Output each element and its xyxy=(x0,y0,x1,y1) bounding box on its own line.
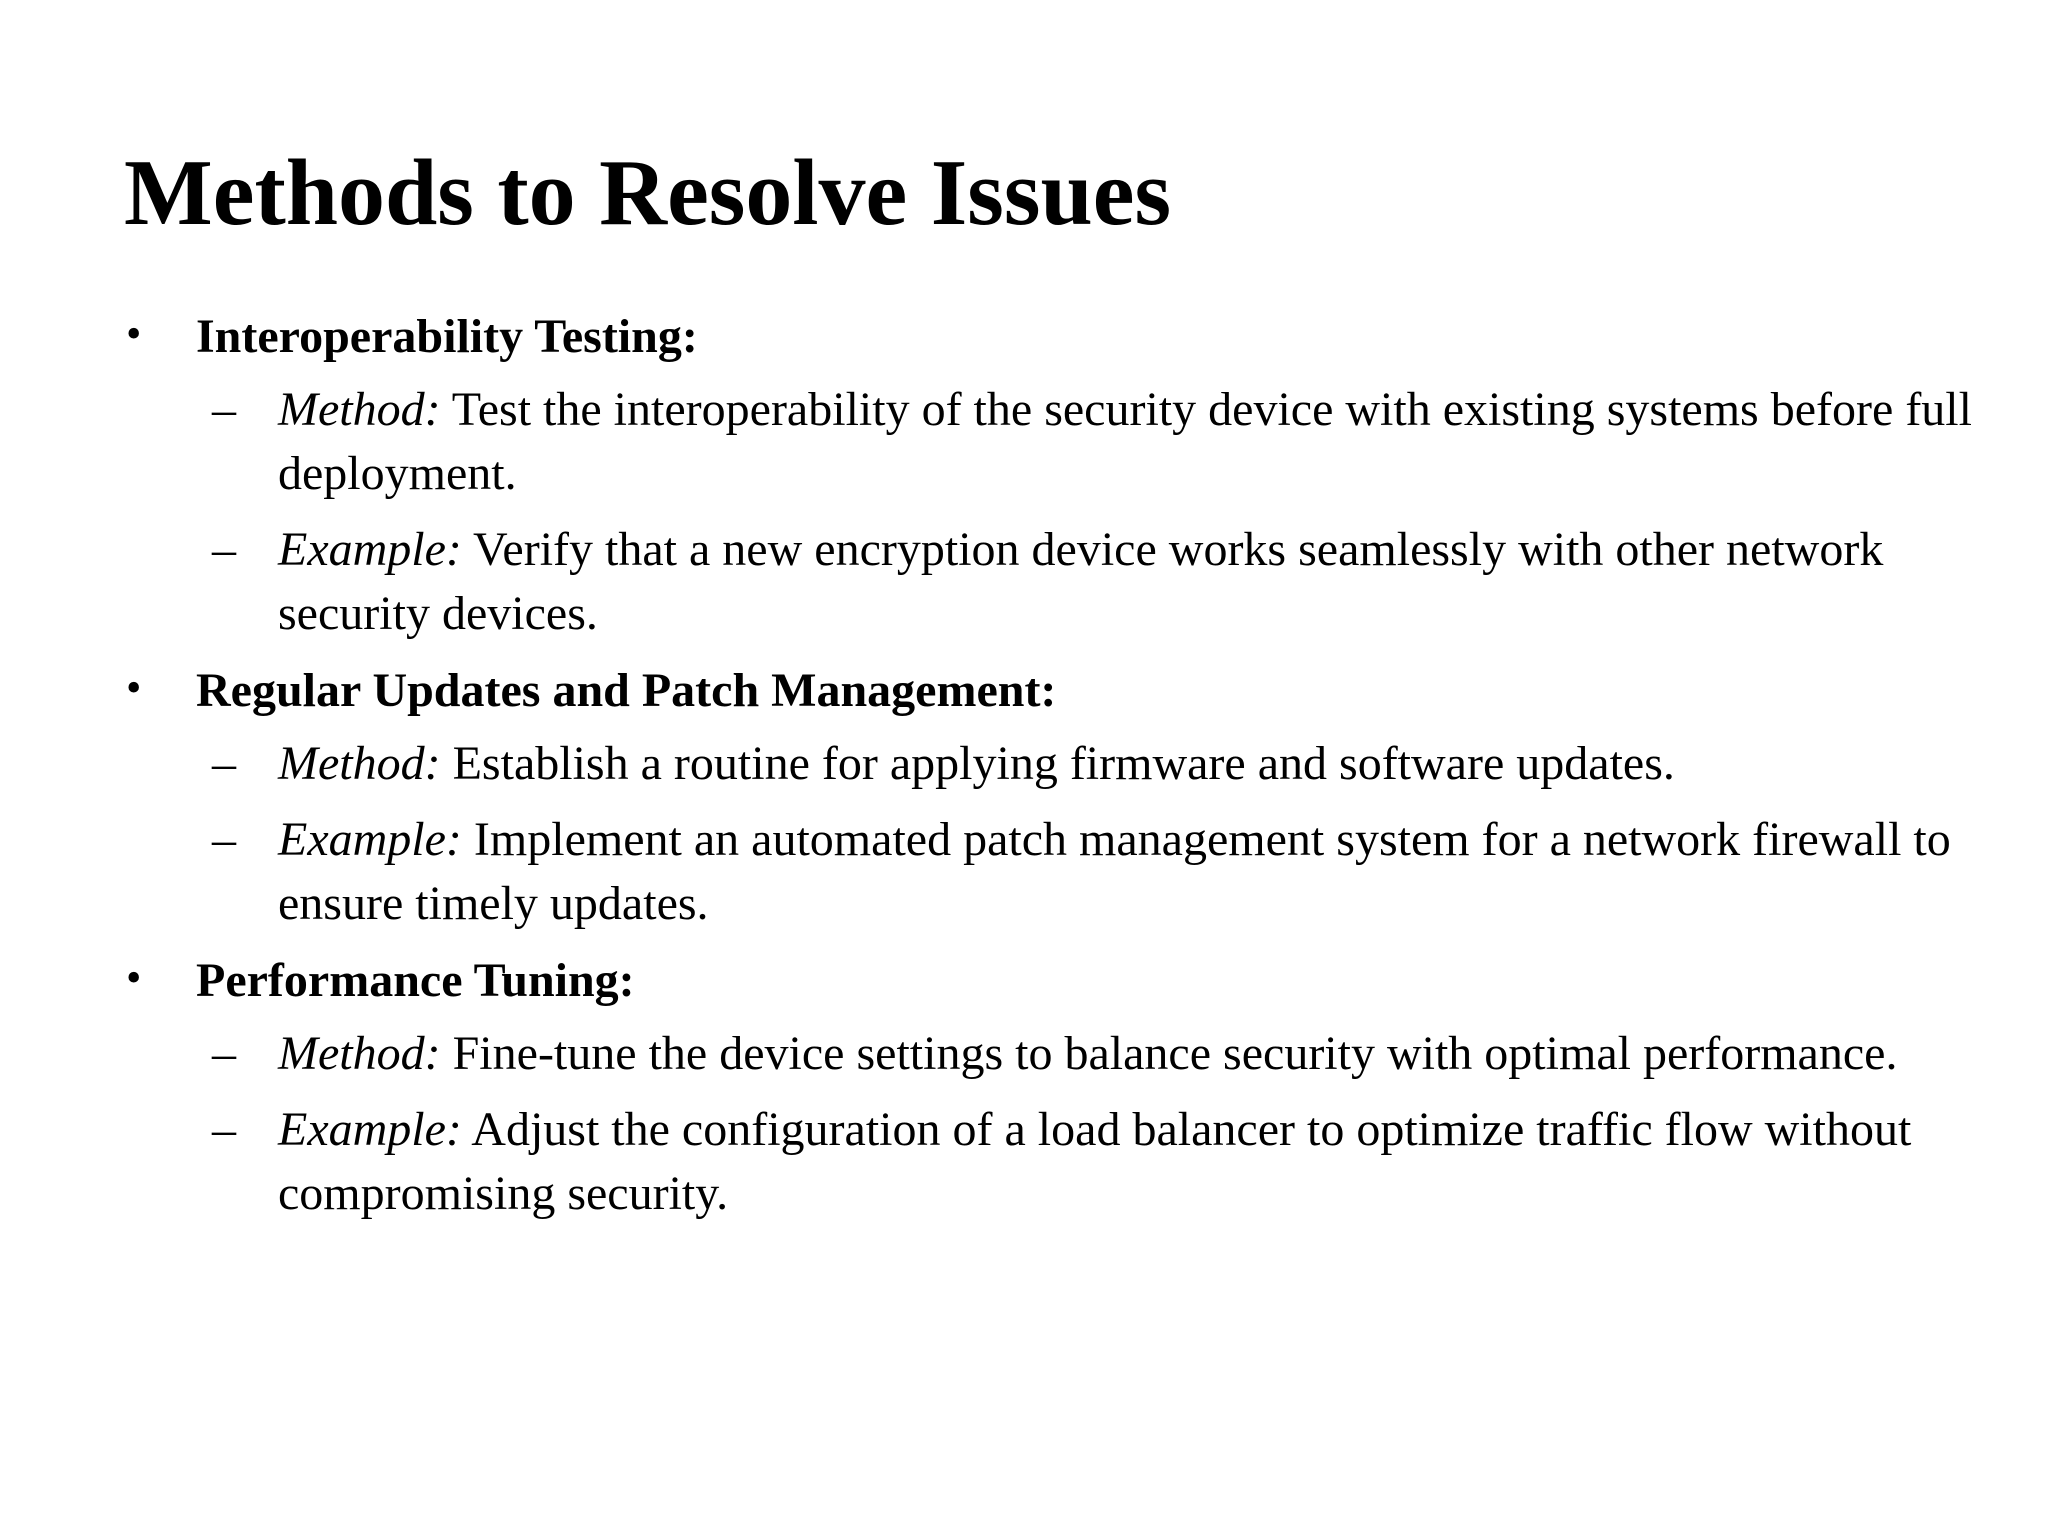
sub-item-label: Example: xyxy=(278,523,462,576)
sub-item-method xyxy=(196,732,1998,796)
sub-item-text: Implement an automated patch management system for a network firewall to ensure timely updates. xyxy=(278,813,1951,930)
dash-icon: – xyxy=(212,383,236,436)
sub-item-text: Fine-tune the device settings to balance security with optimal performance. xyxy=(440,1027,1898,1080)
bullet-list xyxy=(124,306,1972,1240)
sub-item-method xyxy=(196,1022,1998,1086)
sub-item-label: Example: xyxy=(278,813,462,866)
sub-list xyxy=(196,732,1951,936)
dash-icon: – xyxy=(212,737,236,790)
sub-list xyxy=(196,1022,1944,1226)
bullet-item-interoperability-testing xyxy=(124,306,1972,646)
bullet-icon: • xyxy=(126,953,142,1002)
sub-item-label: Example: xyxy=(278,1103,462,1156)
sub-item-text: Verify that a new encryption device works seamlessly with other network security devices. xyxy=(278,523,1884,640)
sub-item-text: Establish a routine for applying firmware and software updates. xyxy=(440,737,1675,790)
sub-item-method xyxy=(196,378,1998,506)
bullet-heading: Interoperability Testing: xyxy=(196,310,698,363)
dash-icon: – xyxy=(212,523,236,576)
sub-item-example xyxy=(196,1098,1998,1226)
dash-icon: – xyxy=(212,1027,236,1080)
dash-icon: – xyxy=(212,1103,236,1156)
bullet-item-performance-tuning xyxy=(124,950,1944,1226)
bullet-heading: Performance Tuning: xyxy=(196,954,635,1007)
sub-list xyxy=(196,378,1972,646)
slide-title: Methods to Resolve Issues xyxy=(124,141,1172,245)
bullet-icon: • xyxy=(126,663,142,712)
bullet-heading: Regular Updates and Patch Management: xyxy=(196,664,1057,717)
sub-item-label: Method: xyxy=(278,737,441,790)
sub-item-text: Adjust the configuration of a load balancer to optimize traffic flow without compromising security. xyxy=(278,1103,1912,1220)
sub-item-example xyxy=(196,518,1998,646)
sub-item-label: Method: xyxy=(278,1027,441,1080)
dash-icon: – xyxy=(212,813,236,866)
bullet-item-regular-updates xyxy=(124,660,1951,936)
sub-item-label: Method: xyxy=(278,383,441,436)
sub-item-text: Test the interoperability of the security device with existing systems before full deployment. xyxy=(278,383,1972,500)
bullet-icon: • xyxy=(126,309,142,358)
sub-item-example xyxy=(196,808,1998,936)
